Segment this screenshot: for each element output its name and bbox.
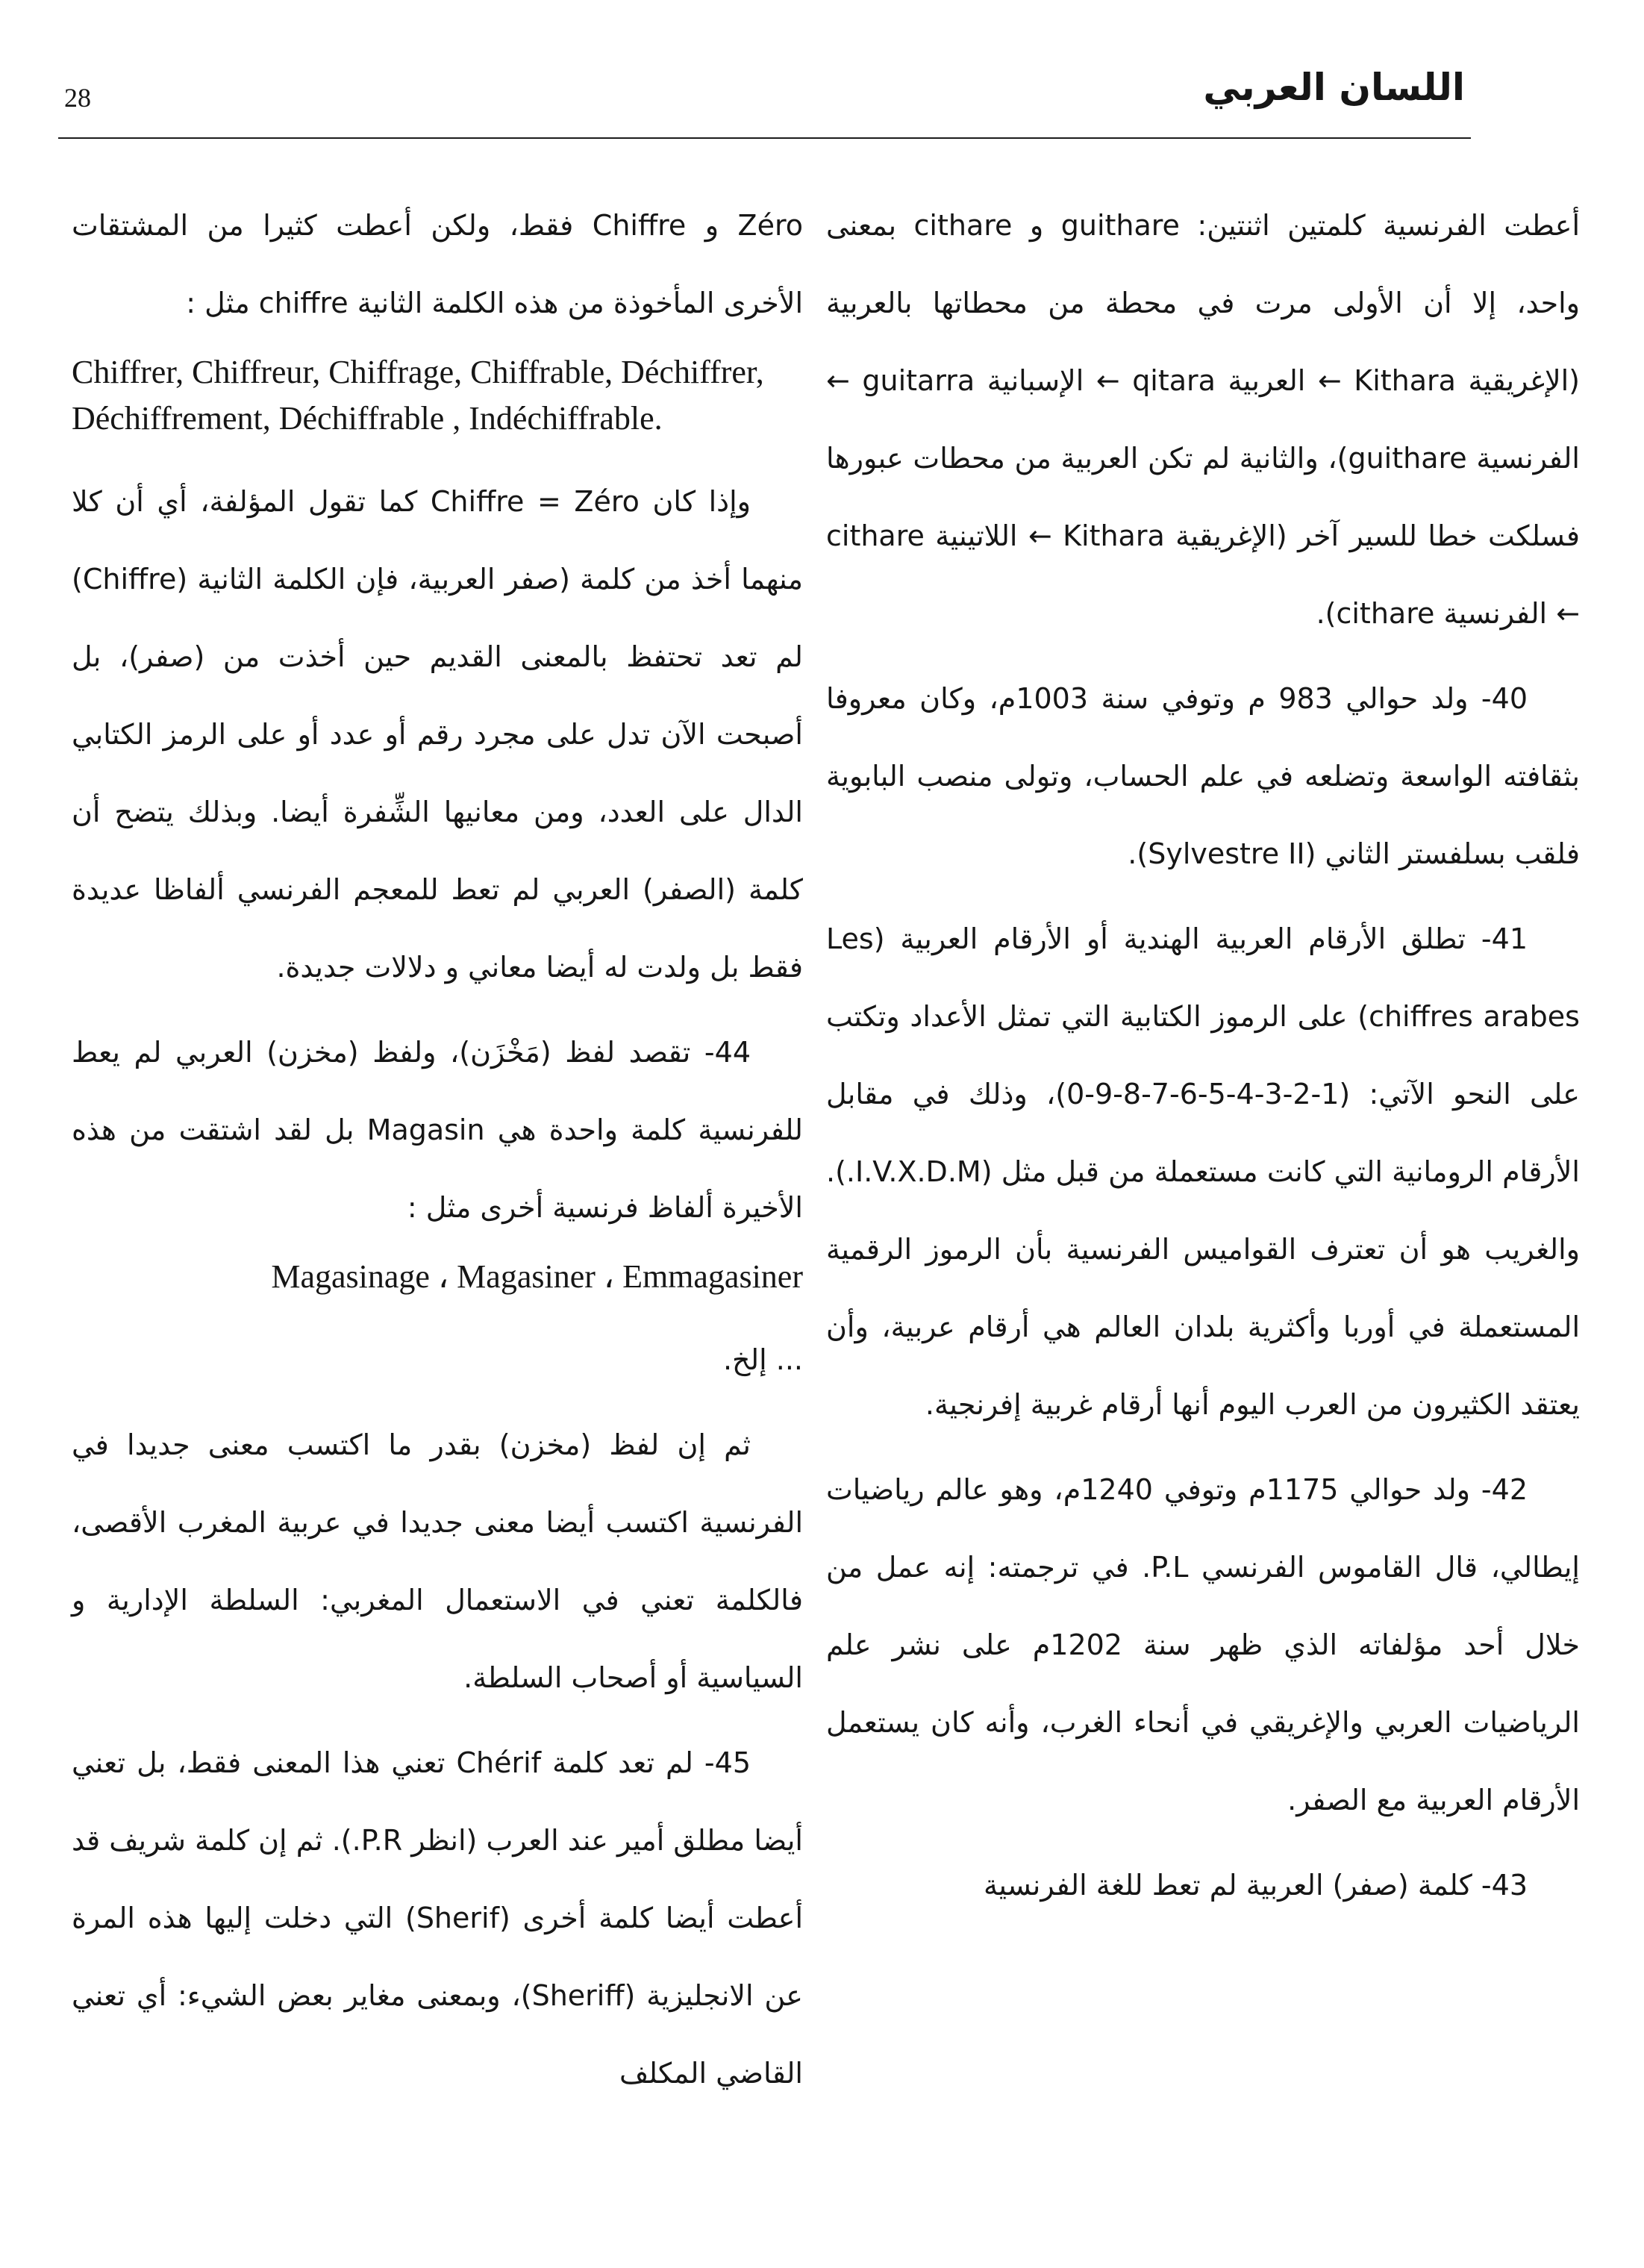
etc-line: ... إلخ. — [722, 1343, 803, 1376]
paragraph-makhzen: ثم إن لفظ (مخزن) بقدر ما اكتسب معنى جديدا في الفرنسية اكتسب أيضا معنى جديدا في عربية المغرب الأقصى، فالكلمة تعني في الاستعمال المغربي: السلطة الإدارية و السياسية أو أصحاب السلطة. — [72, 1428, 803, 1694]
paragraph-chiffre: Zéro و Chiffre فقط، ولكن أعطت كثيرا من المشتقات الأخرى المأخوذة من هذه الكلمة الثانية chiffre مثل : — [72, 209, 803, 319]
paragraph-cithare: أعطت الفرنسية كلمتين اثنتين: guithare و cithare بمعنى واحد، إلا أن الأولى مرت في محطة من محطاتها بالعربية (الإغريقية Kithara ← العربية qitara ← الإسبانية guitarra ← الفرنسية guithare)، والثانية لم تكن العربية من محطات عبورها فسلكت خطا للسير آخر (الإغريقية Kithara ← اللاتينية cithare ← الفرنسية cithare). — [826, 209, 1581, 630]
header-rule — [58, 137, 1471, 139]
note-40: 40- ولد حوالي 983 م وتوفي سنة 1003م، وكان معروفا بثقافته الواسعة وتضلعه في علم الحساب، وتولى منصب البابوية فلقب بسلفستر الثاني (Sylvestre II). — [826, 682, 1580, 870]
chiffre-derivatives-list: Chiffrer, Chiffreur, Chiffrage, Chiffrable, Déchiffrer, Déchiffrement, Déchiffrable , Indéchiffrable. — [72, 354, 764, 437]
paragraph-zero: وإذا كان Chiffre = Zéro كما تقول المؤلفة، أي أن كلا منهما أخذ من كلمة (صفر العربية، فإن الكلمة الثانية (Chiffre) لم تعد تحتفظ بالمعنى القديم حين أخذت من (صفر)، بل أصبحت الآن تدل على مجرد رقم أو عدد أو على الرمز الكتابي الدال على العدد، ومن معانيها الشِّفرة أيضا. وبذلك يتضح أن كلمة (الصفر) العربي لم تعط للمعجم الفرنسي ألفاظا عديدة فقط بل ولدت له أيضا معاني و دلالات جديدة. — [72, 485, 803, 984]
page-number: 28 — [64, 83, 91, 113]
note-41: 41- تطلق الأرقام العربية الهندية أو الأرقام العربية (Les chiffres arabes) على الرموز الكتابية التي تمثل الأعداد وتكتب على النحو الآتي: (1-2-3-4-5-6-7-8-9-0)، وذلك في مقابل الأرقام الرومانية التي كانت مستعملة من قبل مثل (I.V.X.D.M.). والغريب هو أن تعترف القواميس الفرنسية بأن الرموز الرقمية المستعملة في أوربا وأكثرية بلدان العالم هي أرقام عربية، وأن يعتقد الكثيرون من العرب اليوم أنها أرقام غربية إفرنجية. — [826, 922, 1580, 1421]
note-44: 44- تقصد لفظ (مَخْزَن)، ولفظ (مخزن) العربي لم يعط للفرنسية كلمة واحدة هي Magasin بل لقد اشتقت من هذه الأخيرة ألفاظ فرنسية أخرى مثل : — [72, 1036, 803, 1224]
running-title: اللسان العربي — [1203, 66, 1465, 109]
left-column — [72, 187, 803, 2119]
right-column — [826, 187, 1580, 1931]
note-42: 42- ولد حوالي 1175م وتوفي 1240م، وهو عالم رياضيات إيطالي، قال القاموس الفرنسي P.L. في ترجمته: إنه عمل من خلال أحد مؤلفاته الذي ظهر سنة 1202م على نشر علم الرياضيات العربي والإغريقي في أنحاء الغرب، وأنه كان يستعمل الأرقام العربية مع الصفر. — [826, 1473, 1580, 1816]
note-45: 45- لم تعد كلمة Chérif تعني هذا المعنى فقط، بل تعني أيضا مطلق أمير عند العرب (انظر P.R.). ثم إن كلمة شريف قد أعطت أيضا كلمة أخرى (Sherif) التي دخلت إليها هذه المرة عن الانجليزية (Sheriff)، وبمعنى مغاير بعض الشيء: أي تعني القاضي المكلف — [72, 1746, 804, 2090]
note-43: 43- كلمة (صفر) العربية لم تعط للغة الفرنسية — [984, 1869, 1528, 1902]
magasin-derivatives-list: Magasinage ، Magasiner ، Emmagasiner — [271, 1258, 803, 1295]
